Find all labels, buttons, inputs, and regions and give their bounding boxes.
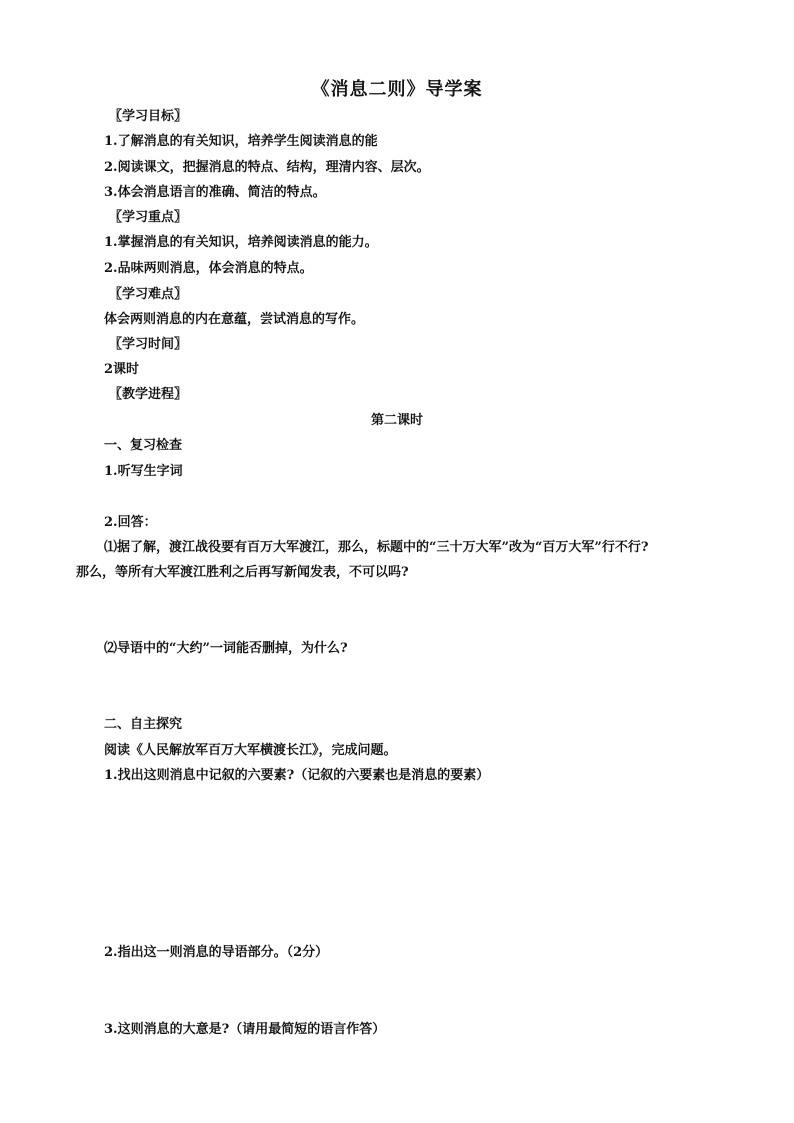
- goals-item-1: 1.了解消息的有关知识，培养学生阅读消息的能: [104, 134, 378, 149]
- explore-heading: 二、自主探究: [104, 717, 183, 732]
- goals-item-3: 3.体会消息语言的准确、简洁的特点。: [104, 185, 326, 200]
- explore-question-1: 1.找出这则消息中记叙的六要素?（记叙的六要素也是消息的要素）: [104, 768, 490, 783]
- explore-intro: 阅读《人民解放军百万大军横渡长江》，完成问题。: [104, 743, 397, 758]
- review-heading: 一、复习检查: [104, 438, 183, 453]
- review-question-2b: ⑵导语中的“大约”一词能否删掉，为什么?: [104, 641, 348, 656]
- explore-question-3: 3.这则消息的大意是?（请用最简短的语言作答）: [104, 1022, 386, 1037]
- time-text: 2课时: [104, 362, 140, 377]
- goals-item-2: 2.阅读课文，把握消息的特点、结构，理清内容、层次。: [104, 160, 430, 175]
- goals-heading: 〖学习目标〗: [109, 109, 188, 124]
- review-question-2: 2.回答：: [104, 515, 157, 530]
- page-title: 《消息二则》导学案: [311, 79, 483, 100]
- focus-item-1: 1.掌握消息的有关知识，培养阅读消息的能力。: [104, 235, 378, 250]
- difficulty-heading: 〖学习难点〗: [109, 287, 188, 302]
- review-question-1: 1.听写生字词: [104, 464, 183, 479]
- focus-item-2: 2.品味两则消息，体会消息的特点。: [104, 261, 313, 276]
- focus-heading: 〖学习重点〗: [109, 210, 188, 225]
- explore-question-2: 2.指出这一则消息的导语部分。（2分）: [104, 945, 329, 960]
- review-question-2a-line1: ⑴据了解，渡江战役要有百万大军渡江，那么，标题中的“三十万大军”改为“百万大军”行不行?: [104, 540, 649, 555]
- process-heading: 〖教学进程〗: [109, 387, 188, 402]
- difficulty-text: 体会两则消息的内在意蕴，尝试消息的写作。: [104, 312, 365, 327]
- time-heading: 〖学习时间〗: [109, 337, 188, 352]
- lesson-title: 第二课时: [370, 413, 423, 428]
- review-question-2a-line2: 那么，等所有大军渡江胜利之后再写新闻发表，不可以吗?: [76, 565, 409, 580]
